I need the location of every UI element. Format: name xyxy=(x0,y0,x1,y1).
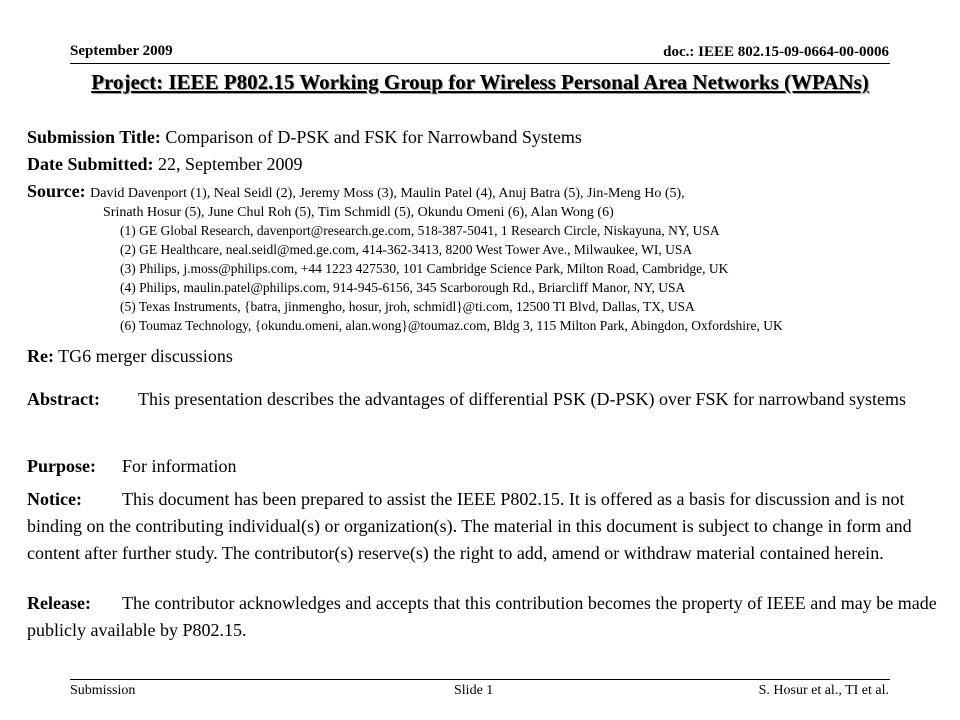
affiliation-line: (3) Philips, j.moss@philips.com, +44 1223 427530, 101 Cambridge Science Park, Milton Road, Cambridge, UK xyxy=(120,261,729,276)
header-rule xyxy=(70,63,890,64)
re-label: Re: xyxy=(27,346,54,366)
header-date: September 2009 xyxy=(70,43,173,59)
affiliation-line: (1) GE Global Research, davenport@research.ge.com, 518-387-5041, 1 Research Circle, Niskayuna, NY, USA xyxy=(120,223,720,238)
date-submitted-value: 22, September 2009 xyxy=(158,154,303,174)
release-value: The contributor acknowledges and accepts that this contribution becomes the property of IEEE and may be made publicly available by P802.15. xyxy=(27,593,937,640)
source-authors-line2: Srinath Hosur (5), June Chul Roh (5), Tim Schmidl (5), Okundu Omeni (6), Alan Wong (6) xyxy=(103,205,614,220)
footer-submission: Submission xyxy=(70,683,136,698)
date-submitted-row xyxy=(27,154,302,175)
date-submitted-label: Date Submitted: xyxy=(27,154,154,174)
purpose-value: For information xyxy=(122,456,237,476)
source-row xyxy=(27,181,685,202)
footer-slide-number: Slide 1 xyxy=(454,683,494,698)
header-doc-id: doc.: IEEE 802.15-09-0664-00-0006 xyxy=(663,44,889,60)
re-value: TG6 merger discussions xyxy=(58,346,233,366)
purpose-label: Purpose: xyxy=(27,456,96,476)
abstract-paragraph xyxy=(27,386,953,413)
submission-title-row xyxy=(27,127,582,148)
release-label: Release: xyxy=(27,593,91,613)
release-paragraph xyxy=(27,590,953,644)
notice-label: Notice: xyxy=(27,489,82,509)
notice-paragraph xyxy=(27,486,953,567)
source-authors-line1: David Davenport (1), Neal Seidl (2), Jeremy Moss (3), Maulin Patel (4), Anuj Batra (5), Jin-Meng Ho (5), xyxy=(90,186,685,201)
submission-title-value: Comparison of D-PSK and FSK for Narrowband Systems xyxy=(165,127,582,147)
submission-title-label: Submission Title: xyxy=(27,127,161,147)
abstract-value: This presentation describes the advantages of differential PSK (D-PSK) over FSK for narrowband systems xyxy=(138,389,907,409)
notice-value: This document has been prepared to assist the IEEE P802.15. It is offered as a basis for discussion and is not binding on the contributing individual(s) or organization(s). The material in this document is subject to change in form and content after further study. The contributor(s) reserve(s) the right to add, amend or withdraw material contained herein. xyxy=(27,489,912,563)
page-title: Project: IEEE P802.15 Working Group for Wireless Personal Area Networks (WPANs) xyxy=(91,70,869,94)
affiliation-line: (2) GE Healthcare, neal.seidl@med.ge.com, 414-362-3413, 8200 West Tower Ave., Milwaukee, WI, USA xyxy=(120,242,693,257)
affiliation-line: (5) Texas Instruments, {batra, jinmengho, hosur, jroh, schmidl}@ti.com, 12500 TI Blvd, Dallas, TX, USA xyxy=(120,299,695,314)
affiliation-line: (4) Philips, maulin.patel@philips.com, 914-945-6156, 345 Scarborough Rd., Briarcliff Manor, NY, USA xyxy=(120,280,686,295)
footer-rule xyxy=(70,679,890,680)
abstract-label: Abstract: xyxy=(27,389,100,409)
footer-authors: S. Hosur et al., TI et al. xyxy=(758,683,889,698)
source-label: Source: xyxy=(27,181,86,201)
affiliation-line: (6) Toumaz Technology, {okundu.omeni, alan.wong}@toumaz.com, Bldg 3, 115 Milton Park, Abingdon, Oxfordshire, UK xyxy=(120,318,783,333)
re-row xyxy=(27,346,233,367)
purpose-paragraph xyxy=(27,453,953,480)
